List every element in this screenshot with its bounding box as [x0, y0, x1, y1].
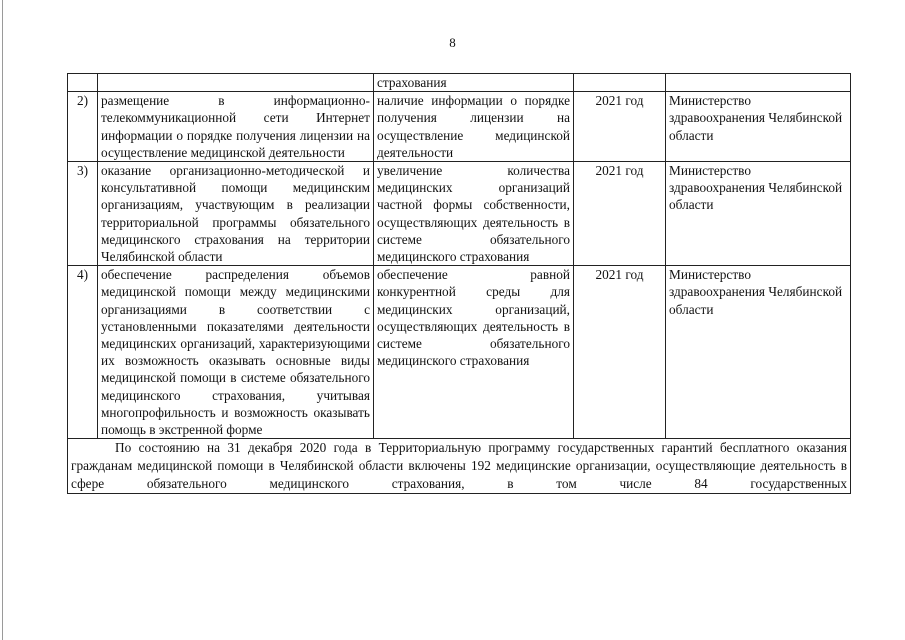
cell-result: наличие информации о порядке получения лицензии на осуществление медицинской деятельности — [374, 92, 574, 162]
cell-year: 2021 год — [574, 162, 666, 266]
page-number: 8 — [449, 35, 456, 50]
cell-activity: размещение в информационно-телекоммуникационной сети Интернет информации о порядке получения лицензии на осуществление медицинской деятельности — [98, 92, 374, 162]
measures-table — [67, 73, 851, 494]
cell-result: увеличение количества медицинских организаций частной формы собственности, осуществляющих деятельность в системе обязательного медицинского страхования — [374, 162, 574, 266]
summary-paragraph: По состоянию на 31 декабря 2020 года в Территориальную программу государственных гарантий бесплатного оказания гражданам медицинской помощи в Челябинской области включены 192 медицинские организации, осуществляющие деятельность в сфере обязательного медицинского страхования, в том числе 84 государственных — [68, 439, 851, 494]
table-row-continuation — [68, 74, 851, 92]
table-row-summary — [68, 439, 851, 494]
cell-num — [68, 74, 98, 92]
cell-activity: оказание организационно-методической и консультативной помощи медицинским организациям, участвующим в реализации территориальной программы обязательного медицинского страхования на территории Челябинской области — [98, 162, 374, 266]
cell-responsible: Министерство здравоохранения Челябинской области — [666, 92, 851, 162]
cell-result: обеспечение равной конкурентной среды для медицинских организаций, осуществляющих деятельность в системе обязательного медицинского страхования — [374, 266, 574, 439]
cell-responsible — [666, 74, 851, 92]
cell-responsible: Министерство здравоохранения Челябинской области — [666, 266, 851, 439]
cell-num: 2) — [68, 92, 98, 162]
cell-year: 2021 год — [574, 266, 666, 439]
cell-result: страхования — [374, 74, 574, 92]
cell-num: 3) — [68, 162, 98, 266]
cell-year — [574, 74, 666, 92]
cell-num: 4) — [68, 266, 98, 439]
cell-responsible: Министерство здравоохранения Челябинской области — [666, 162, 851, 266]
table-row — [68, 162, 851, 266]
cell-year: 2021 год — [574, 92, 666, 162]
cell-activity: обеспечение распределения объемов медицинской помощи между медицинскими организациями в соответствии с установленными показателями деятельности медицинских организаций, характеризующими их возможность оказывать основные виды медицинской помощи в системе обязательного медицинского страхования, учитывая многопрофильность и возможность оказывать помощь в экстренной форме — [98, 266, 374, 439]
table-row — [68, 92, 851, 162]
scan-edge-line — [2, 0, 3, 640]
table-row — [68, 266, 851, 439]
cell-activity — [98, 74, 374, 92]
